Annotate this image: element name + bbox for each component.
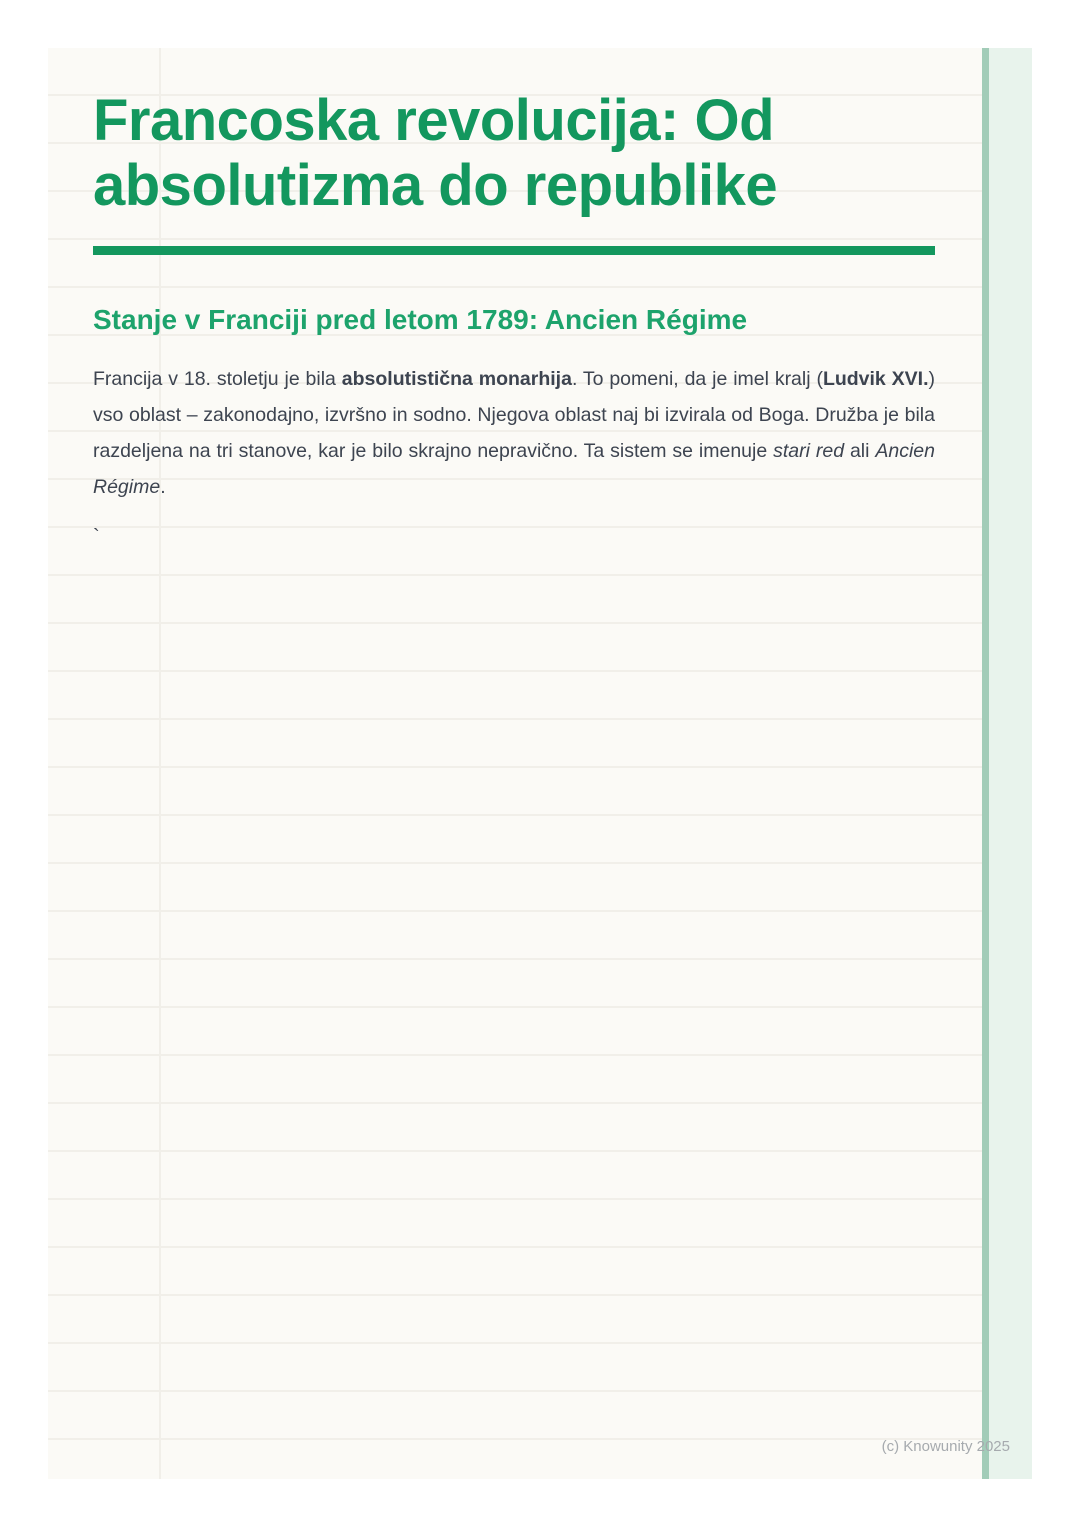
page-title-line-2: absolutizma do republike xyxy=(93,153,778,218)
green-side-band xyxy=(982,48,1032,1479)
copyright-footer: (c) Knowunity 2025 xyxy=(881,1438,1010,1455)
stray-character: ` xyxy=(93,526,100,548)
document-sheet xyxy=(48,48,1032,1479)
page-title-line-1: Francoska revolucija: Od xyxy=(93,88,775,153)
document-content xyxy=(93,48,935,555)
title-divider-rule xyxy=(93,246,935,255)
page-title xyxy=(93,88,935,218)
body-paragraph: Francija v 18. stoletju je bila absolutistična monarhija. To pomeni, da je imel kralj (Ludvik XVI.) vso oblast – zakonodajno, izvršno in sodno. Njegova oblast naj bi izvirala od Boga. Družba je bila razdeljena na tri stanove, kar je bilo skrajno nepravično. Ta sistem se imenuje stari red ali Ancien Régime. xyxy=(93,368,935,498)
section-heading: Stanje v Franciji pred letom 1789: Ancien Régime xyxy=(93,304,748,335)
